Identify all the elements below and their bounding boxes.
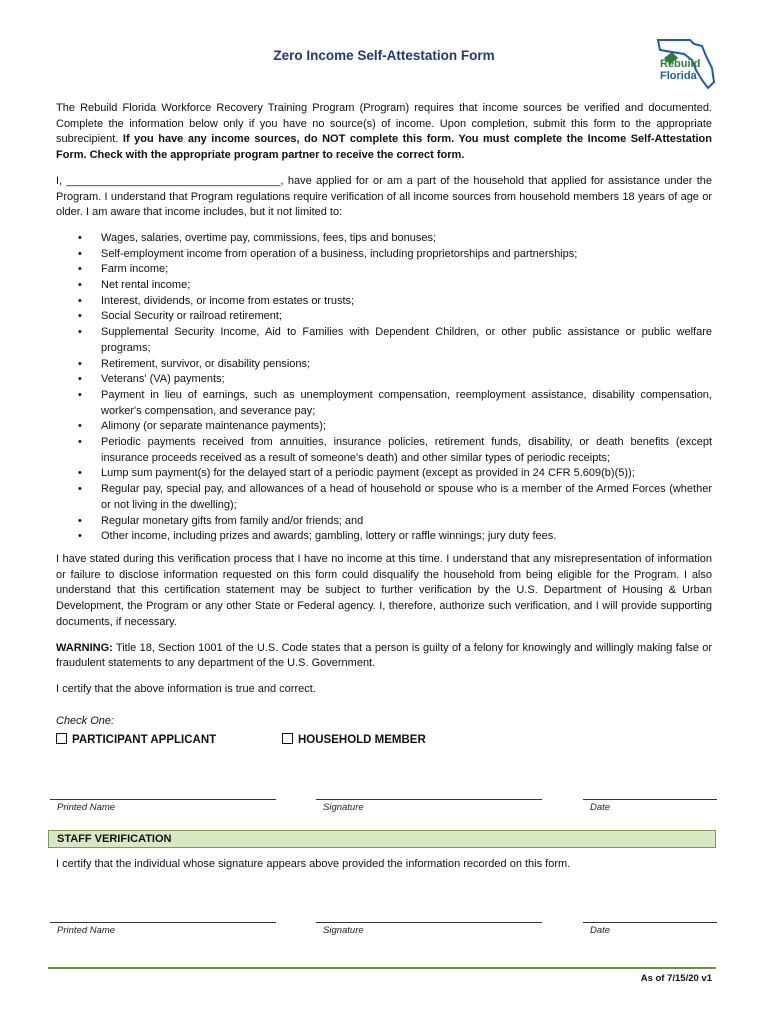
income-list-item: • Net rental income; bbox=[56, 278, 712, 294]
date-label: Date bbox=[590, 802, 611, 813]
income-list-item: • Periodic payments received from annuities, insurance policies, retirement funds, disability, or death benefits (except insurance proceeds received as a result of someone's death) and other similar types of periodic receipts; bbox=[56, 435, 712, 466]
income-list-item: • Regular monetary gifts from family and/or friends; and bbox=[56, 514, 712, 530]
declaration-paragraph: I, ___________________________________, have applied for or am a part of the household that applied for assistance under the Program. I understand that Program regulations require verification of all income sources from household members 18 years of age or older. I am aware that income includes, but it not limited to: bbox=[56, 174, 712, 219]
income-list-item: • Other income, including prizes and awards; gambling, lottery or raffle winnings; jury duty fees. bbox=[56, 529, 712, 545]
printed-name-label: Printed Name bbox=[57, 802, 116, 813]
income-list bbox=[56, 231, 712, 545]
income-list-item: • Supplemental Security Income, Aid to Families with Dependent Children, or other public assistance or public welfare programs; bbox=[56, 325, 712, 356]
income-list-item: • Wages, salaries, overtime pay, commissions, fees, tips and bonuses; bbox=[56, 231, 712, 247]
staff-signature-line[interactable] bbox=[316, 922, 542, 923]
form-title: Zero Income Self-Attestation Form bbox=[273, 48, 495, 63]
printed-name-line[interactable] bbox=[50, 799, 276, 800]
household-member-option[interactable] bbox=[282, 733, 426, 746]
check-one-label: Check One: bbox=[56, 715, 115, 727]
staff-printed-name-line[interactable] bbox=[50, 922, 276, 923]
income-list-item: • Alimony (or separate maintenance payments); bbox=[56, 419, 712, 435]
staff-signature-label: Signature bbox=[323, 925, 364, 936]
warning-text: Title 18, Section 1001 of the U.S. Code states that a person is guilty of a felony for knowingly and willingly making false or fraudulent statements to any department of the U.S. Government. bbox=[56, 641, 713, 670]
signature-label: Signature bbox=[323, 802, 364, 813]
income-list-item: • Interest, dividends, or income from estates or trusts; bbox=[56, 294, 712, 310]
form-body bbox=[56, 101, 712, 708]
income-list-item: • Social Security or railroad retirement; bbox=[56, 309, 712, 325]
logo-word-rebuild: Rebuild bbox=[660, 58, 701, 70]
date-line[interactable] bbox=[583, 799, 717, 800]
intro-text: The Rebuild Florida Workforce Recovery Training Program (Program) requires that income sources be verified and documented. Complete the information below only if you have no source(s) of income. Upon completion, submit this form to the appropriate subrecipient. bbox=[56, 102, 712, 146]
income-list-item: • Veterans' (VA) payments; bbox=[56, 372, 712, 388]
income-list-item: • Self-employment income from operation of a business, including proprietorships and partnerships; bbox=[56, 247, 712, 263]
household-member-checkbox[interactable] bbox=[282, 733, 293, 744]
version-label: As of 7/15/20 v1 bbox=[640, 973, 712, 984]
income-list-item: • Retirement, survivor, or disability pensions; bbox=[56, 357, 712, 373]
warning-label: WARNING: bbox=[56, 641, 113, 654]
staff-printed-name-label: Printed Name bbox=[57, 925, 116, 936]
household-member-label: HOUSEHOLD MEMBER bbox=[298, 734, 426, 746]
staff-date-label: Date bbox=[590, 925, 611, 936]
staff-date-line[interactable] bbox=[583, 922, 717, 923]
income-list-item: • Payment in lieu of earnings, such as unemployment compensation, reemployment assistance, disability compensation, worker's compensation, and severance pay; bbox=[56, 388, 712, 419]
income-list-item: • Lump sum payment(s) for the delayed start of a periodic payment (except as provided in 24 CFR 5.609(b)(5)); bbox=[56, 466, 712, 482]
footer-divider bbox=[48, 967, 716, 969]
income-list-item: • Regular pay, special pay, and allowances of a head of household or spouse who is a member of the Armed Forces (whether or not living in the dwelling); bbox=[56, 482, 712, 513]
participant-applicant-checkbox[interactable] bbox=[56, 733, 67, 744]
signature-line[interactable] bbox=[316, 799, 542, 800]
participant-applicant-label: PARTICIPANT APPLICANT bbox=[72, 734, 217, 746]
logo-word-florida: Florida bbox=[660, 70, 697, 82]
intro-paragraph bbox=[56, 101, 712, 164]
staff-verification-header: STAFF VERIFICATION bbox=[48, 830, 716, 848]
warning-paragraph bbox=[56, 641, 712, 672]
certify-paragraph: I certify that the above information is true and correct. bbox=[56, 682, 316, 695]
staff-verification-text: I certify that the individual whose signature appears above provided the information recorded on this form. bbox=[56, 858, 571, 870]
statement-paragraph: I have stated during this verification process that I have no income at this time. I understand that any misrepresentation of information or failure to disclose information requested on this form could disqualify the household from being eligible for the Program. I also understand that this certification statement may be subject to further verification by the U.S. Department of Housing & Urban Development, the Program or any other State or Federal agency. I, therefore, authorize such verification, and I will provide supporting documents, if necessary. bbox=[56, 552, 712, 628]
participant-applicant-option[interactable] bbox=[56, 733, 216, 746]
intro-bold-text: If you have any income sources, do NOT complete this form. You must complete the Income Self-Attestation Form. Check with the appropriate program partner to receive the correct form. bbox=[56, 133, 712, 162]
income-list-item: • Farm income; bbox=[56, 262, 712, 278]
